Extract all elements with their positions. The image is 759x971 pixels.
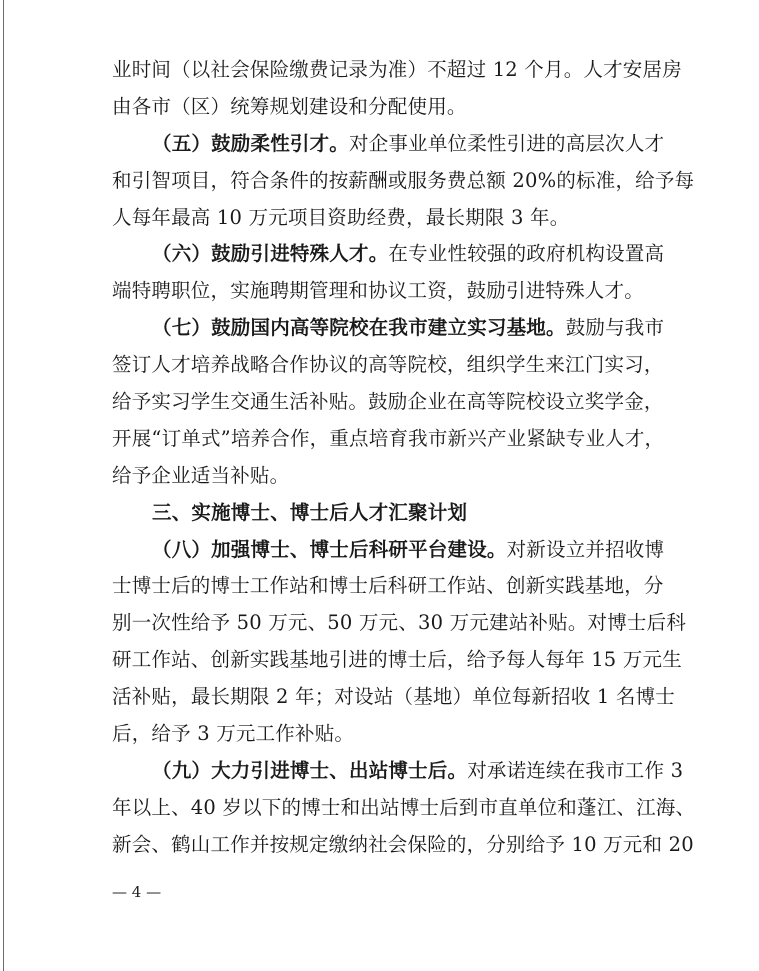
- paragraph-text: 在专业性较强的政府机构设置高: [388, 242, 665, 266]
- paragraph-first-line: [112, 532, 665, 569]
- paragraph-line: 开展“订单式”培养合作，重点培育我市新兴产业紧缺专业人才，: [112, 426, 665, 450]
- paragraph-line: 给予企业适当补贴。: [112, 463, 290, 487]
- paragraph-heading: （六）鼓励引进特殊人才。: [152, 242, 389, 266]
- paragraph-line: 和引智项目，符合条件的按薪酬或服务费总额 20%的标准，给予每: [112, 168, 695, 192]
- paragraph-line: 签订人才培养战略合作协议的高等院校，组织学生来江门实习，: [112, 353, 664, 377]
- paragraph-heading: （七）鼓励国内高等院校在我市建立实习基地。: [152, 316, 566, 340]
- paragraph-line: 给予实习学生交通生活补贴。鼓励企业在高等院校设立奖学金，: [112, 390, 664, 414]
- paragraph-text: 对企事业单位柔性引进的高层次人才: [349, 131, 665, 155]
- paragraph-heading: （九）大力引进博士、出站博士后。: [152, 758, 468, 782]
- paragraph-text: 鼓励与我市: [565, 316, 665, 340]
- paragraph-heading: （八）加强博士、博士后科研平台建设。: [152, 537, 507, 561]
- paragraph-line: 端特聘职位，实施聘期管理和协议工资，鼓励引进特殊人才。: [112, 279, 644, 303]
- paragraph-text: 对承诺连续在我市工作 3: [467, 758, 684, 782]
- paragraph-line: 由各市（区）统筹规划建设和分配使用。: [112, 94, 467, 118]
- paragraph-line: 别一次性给予 50 万元、50 万元、30 万元建站补贴。对博士后科: [112, 611, 687, 635]
- section-heading: 三、实施博士、博士后人才汇聚计划: [152, 500, 468, 524]
- paragraph-first-line: [112, 310, 665, 347]
- paragraph-heading: （五）鼓励柔性引才。: [152, 131, 350, 155]
- paragraph-line: 人每年最高 10 万元项目资助经费，最长期限 3 年。: [112, 205, 570, 229]
- paragraph-line: 活补贴，最长期限 2 年；对设站（基地）单位每新招收 1 名博士: [112, 685, 676, 709]
- paragraph-first-line: [112, 126, 665, 163]
- page-left-border: [3, 0, 4, 971]
- page-number: — 4 —: [112, 883, 162, 901]
- paragraph-line: 后，给予 3 万元工作补贴。: [112, 722, 355, 746]
- paragraph-line: 新会、鹤山工作并按规定缴纳社会保险的，分别给予 10 万元和 20: [112, 832, 694, 856]
- paragraph-first-line: [112, 753, 684, 790]
- paragraph-text: 对新设立并招收博: [506, 537, 665, 561]
- paragraph-line: 年以上、40 岁以下的博士和出站博士后到市直单位和蓬江、江海、: [112, 795, 696, 819]
- paragraph-line: 业时间（以社会保险缴费记录为准）不超过 12 个月。人才安居房: [112, 58, 682, 81]
- paragraph-line: 士博士后的博士工作站和博士后科研工作站、创新实践基地，分: [112, 574, 664, 598]
- document-body: [112, 52, 696, 864]
- paragraph-line: 研工作站、创新实践基地引进的博士后，给予每人每年 15 万元生: [112, 648, 682, 672]
- paragraph-first-line: [112, 236, 665, 273]
